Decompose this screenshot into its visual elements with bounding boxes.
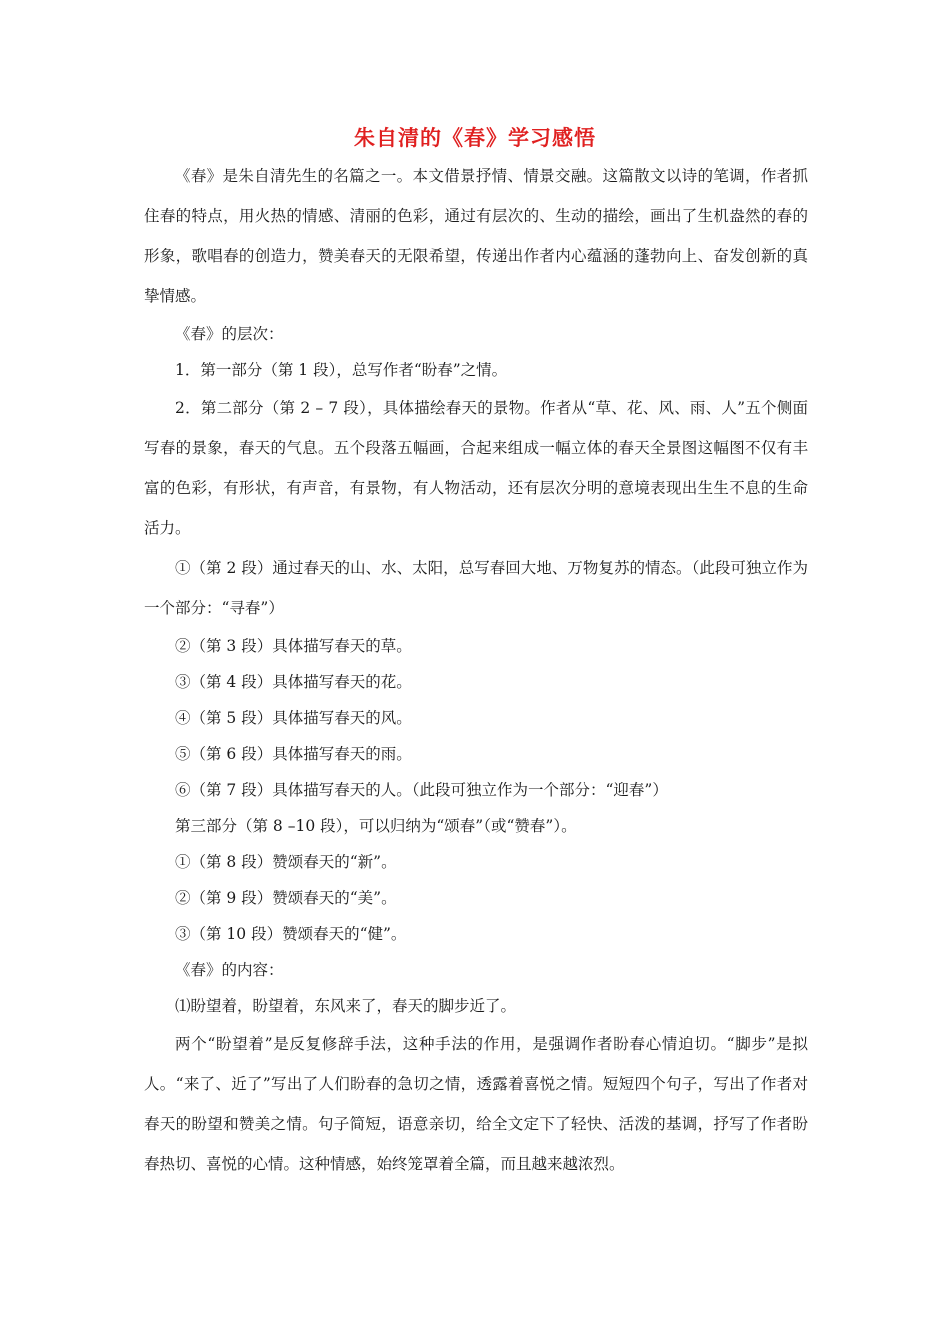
analysis-paragraph: 两个“盼望着”是反复修辞手法，这种手法的作用，是强调作者盼春心情迫切。“脚步”是拟人。“来了、近了”写出了人们盼春的急切之情，透露着喜悦之情。短短四个句子，写出了作者对春天的盼望和赞美之情。句子简短，语意亲切，给全文定下了轻快、活泼的基调，抒写了作者盼春热切、喜悦的心情。这种情感，始终笼罩着全篇，而且越来越浓烈。 [144, 1035, 808, 1173]
part-three-item: 第三部分（第 8 –10 段），可以归纳为“颂春”（或“赞春”）。 [175, 817, 577, 835]
section-item-para-3: ②（第 3 段）具体描写春天的草。 [175, 637, 412, 655]
document-title: 朱自清的《春》学习感悟 [354, 126, 596, 150]
document-body [144, 156, 808, 1184]
content-heading: 《春》的内容： [175, 961, 284, 979]
section-item-para-10: ③（第 10 段）赞颂春天的“健”。 [175, 925, 407, 943]
content-quote-1: ⑴盼望着，盼望着，东风来了，春天的脚步近了。 [175, 997, 517, 1015]
section-item-para-5: ④（第 5 段）具体描写春天的风。 [175, 709, 412, 727]
part-two-item: 2．第二部分（第 2 – 7 段），具体描绘春天的景物。作者从“草、花、风、雨、人”五个侧面写春的景象，春天的气息。五个段落五幅画，合起来组成一幅立体的春天全景图这幅图不仅有丰富的色彩，有形状，有声音，有景物，有人物活动，还有层次分明的意境表现出生生不息的生命活力。 [144, 399, 808, 537]
intro-paragraph: 《春》是朱自清先生的名篇之一。本文借景抒情、情景交融。这篇散文以诗的笔调，作者抓住春的特点，用火热的情感、清丽的色彩，通过有层次的、生动的描绘，画出了生机盎然的春的形象，歌唱春的创造力，赞美春天的无限希望，传递出作者内心蕴涵的蓬勃向上、奋发创新的真挚情感。 [144, 167, 808, 305]
structure-heading: 《春》的层次： [175, 325, 284, 343]
section-item-para-8: ①（第 8 段）赞颂春天的“新”。 [175, 853, 397, 871]
section-item-para-7: ⑥（第 7 段）具体描写春天的人。（此段可独立作为一个部分：“迎春”） [175, 781, 668, 799]
part-one-item: 1．第一部分（第 1 段），总写作者“盼春”之情。 [175, 361, 508, 379]
section-item-para-9: ②（第 9 段）赞颂春天的“美”。 [175, 889, 397, 907]
section-item-para-2: ①（第 2 段）通过春天的山、水、太阳，总写春回大地、万物复苏的情态。（此段可独立作为一个部分：“寻春”） [144, 559, 808, 617]
section-item-para-4: ③（第 4 段）具体描写春天的花。 [175, 673, 412, 691]
section-item-para-6: ⑤（第 6 段）具体描写春天的雨。 [175, 745, 412, 763]
